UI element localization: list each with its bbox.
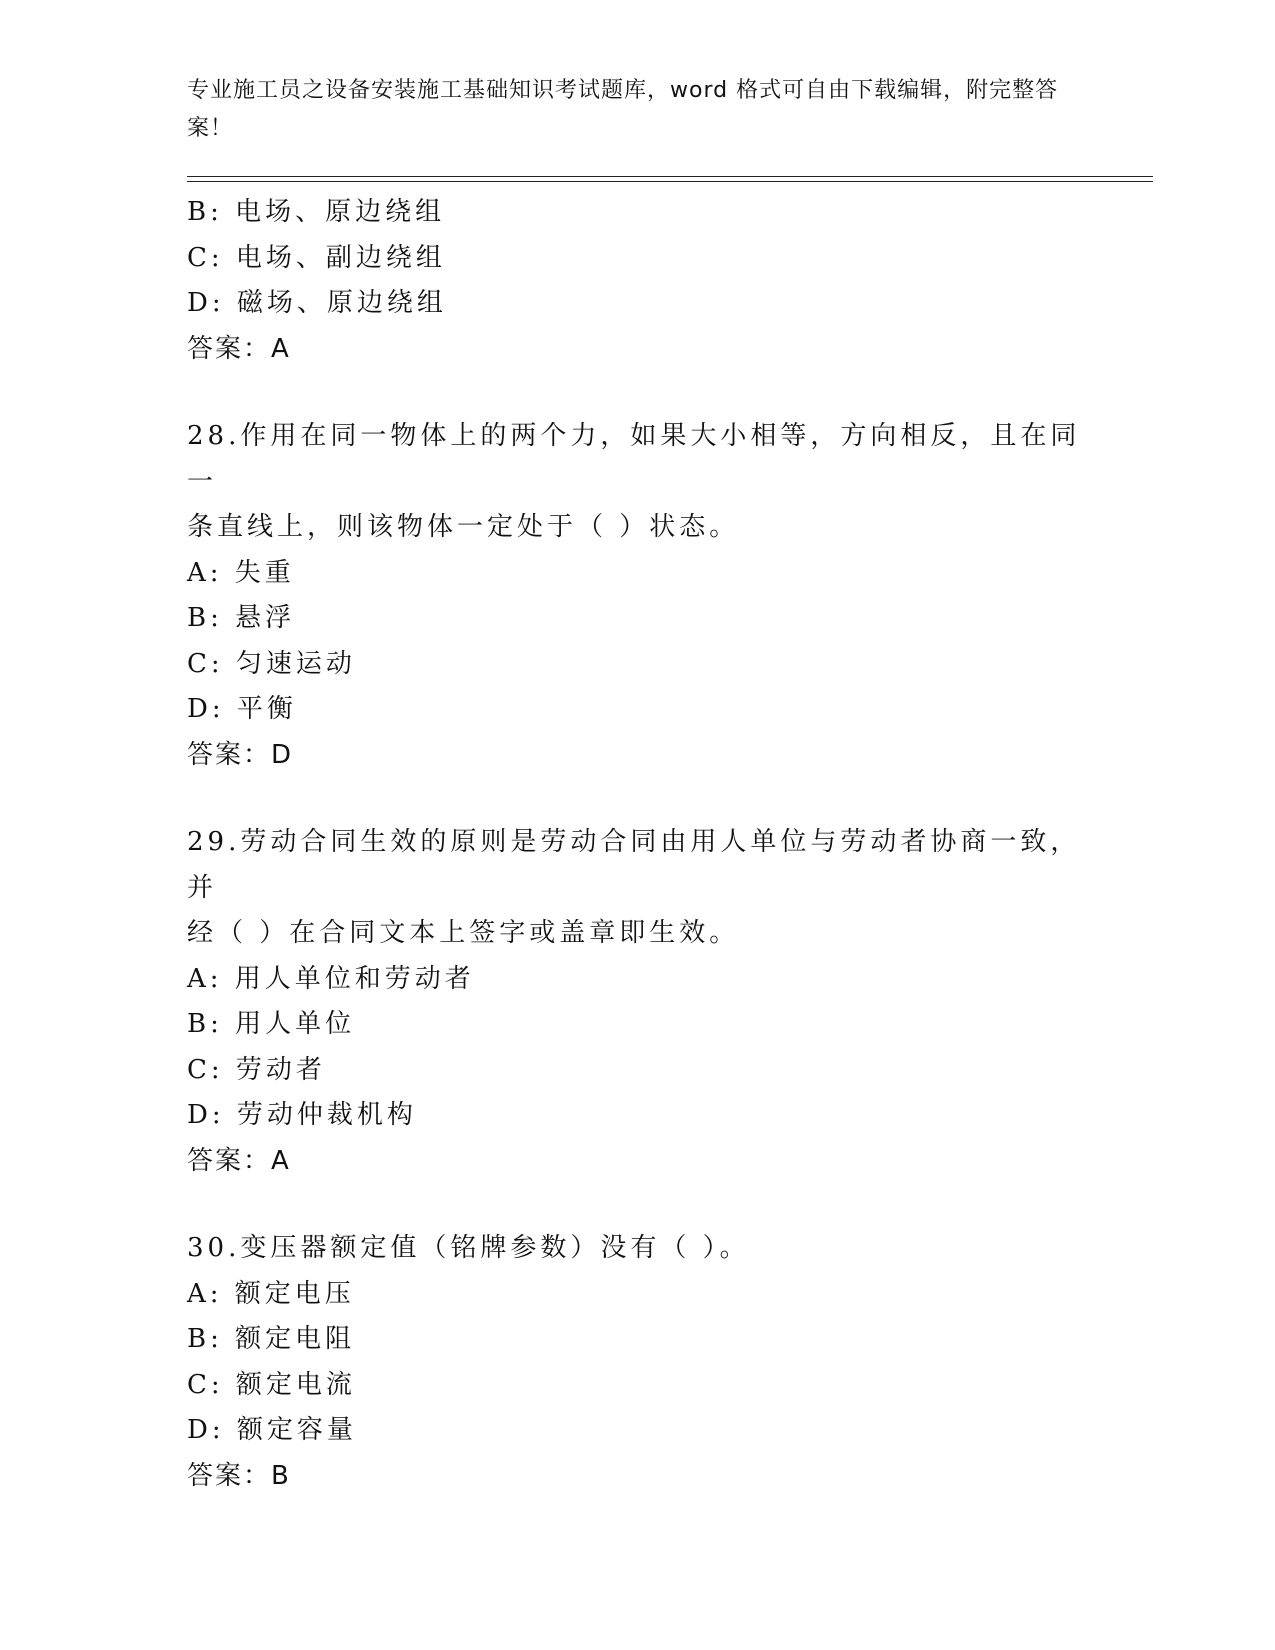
answer-line: 答案：A: [187, 333, 291, 364]
question-stem: [187, 820, 1087, 957]
page-header-text: 专业施工员之设备安装施工基础知识考试题库，word 格式可自由下载编辑，附完整答案！: [187, 78, 1059, 141]
option-b: B: 电场、原边绕组: [187, 197, 446, 227]
answer-line: 答案：B: [187, 1460, 291, 1491]
exam-content: [187, 190, 1087, 1499]
answer-line: 答案：A: [187, 1145, 291, 1176]
question-29: [187, 820, 1087, 1184]
option-a: A: 额定电压: [187, 1278, 355, 1309]
question-stem-line: 30.变压器额定值（铭牌参数）没有（ ）。: [187, 1233, 750, 1263]
question-stem: [187, 1226, 1087, 1272]
option-b: B: 悬浮: [187, 603, 296, 633]
option-c: C: 额定电流: [187, 1369, 356, 1400]
option-d: D: 额定容量: [187, 1415, 357, 1445]
option-c: C: 劳动者: [187, 1054, 326, 1085]
header-divider: [187, 176, 1153, 177]
question-stem: [187, 414, 1087, 551]
answer-line: 答案：D: [187, 739, 294, 770]
question-stem-line: 28.作用在同一物体上的两个力，如果大小相等，方向相反，且在同一: [187, 421, 1081, 497]
question-28: [187, 414, 1087, 778]
question-stem-line: 经（ ）在合同文本上签字或盖章即生效。: [187, 918, 740, 948]
option-c: C: 电场、副边绕组: [187, 242, 446, 273]
option-a: A: 失重: [187, 557, 295, 588]
option-c: C: 匀速运动: [187, 648, 356, 679]
option-b: B: 用人单位: [187, 1009, 356, 1039]
option-d: D: 劳动仲裁机构: [187, 1100, 417, 1130]
option-a: A: 用人单位和劳动者: [187, 963, 475, 994]
option-d: D: 平衡: [187, 694, 297, 724]
question-stem-line: 29.劳动合同生效的原则是劳动合同由用人单位与劳动者协商一致，并: [187, 827, 1081, 903]
question-30: [187, 1226, 1087, 1499]
question-stem-line: 条直线上，则该物体一定处于（ ）状态。: [187, 512, 740, 542]
option-d: D: 磁场、原边绕组: [187, 288, 447, 318]
option-b: B: 额定电阻: [187, 1324, 356, 1354]
question-27-tail: [187, 190, 1087, 372]
header-divider: [187, 181, 1153, 182]
